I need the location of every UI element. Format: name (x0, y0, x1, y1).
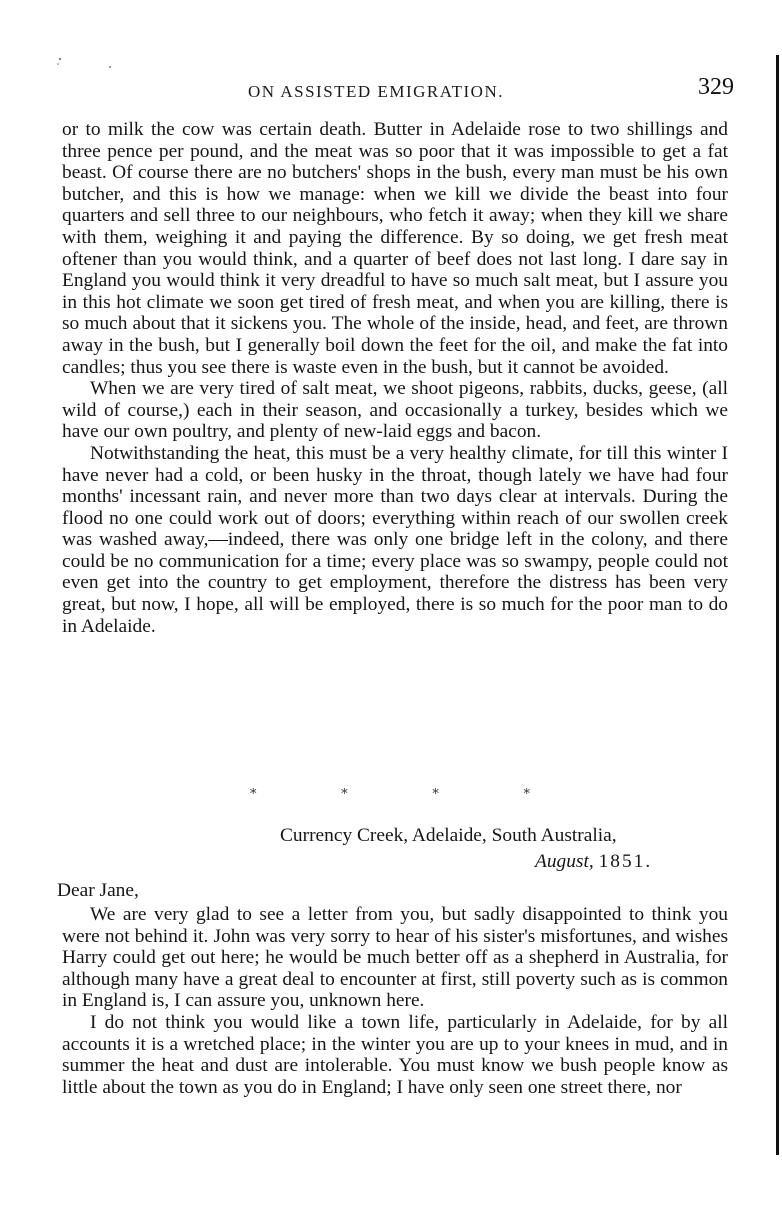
letter-month: August, (535, 851, 594, 872)
asterisk: * (341, 787, 348, 802)
paragraph: When we are very tired of salt meat, we shoot pigeons, rabbits, ducks, geese, (all wild of course,) each in their season, and occasionally a turkey, besides which we have our own poultry, and plenty of new-laid eggs and bacon. (62, 378, 728, 443)
paper-specks (40, 55, 120, 75)
letter-salutation: Dear Jane, (57, 880, 139, 901)
letter-year: 1851. (598, 851, 653, 872)
asterisk: * (523, 787, 530, 802)
section-separator (250, 787, 530, 805)
paragraph: We are very glad to see a letter from you, but sadly disappointed to think you were not behind it. John was very sorry to hear of his sister's misfortunes, and wishes Harry could get out here; he would be much better off as a shepherd in Australia, for although many have a great deal to encounter at first, still poverty such as is common in England is, I can assure you, unknown here. (62, 904, 728, 1012)
continuation-text (62, 119, 728, 637)
paragraph: Notwithstanding the heat, this must be a very healthy climate, for till this winter I have never had a cold, or been husky in the throat, though lately we have had four months' incessant rain, and never more than two days clear at intervals. During the flood no one could work out of doors; everything within reach of our swollen creek was washed away,—indeed, there was only one bridge left in the colony, and there could be no communication for a time; every place was so swampy, people could not even get into the country to get employment, therefore the distress has been very great, but now, I hope, all will be employed, there is so much for the poor man to do in Adelaide. (62, 442, 728, 637)
letter-place: Currency Creek, Adelaide, South Australia, (280, 825, 617, 846)
page-edge-line (776, 55, 779, 1155)
asterisk: * (432, 787, 439, 802)
paragraph: or to milk the cow was certain death. Butter in Adelaide rose to two shillings and three pence per pound, and the meat was so poor that it was impossible to get a fat beast. Of course there are no butchers' shops in the bush, every man must be his own butcher, and this is how we manage: when we kill we divide the beast into four quarters and sell three to our neighbours, who fetch it away; when they kill we share with them, weighing it and paying the difference. By so doing, we get fresh meat oftener than you would think, and a quarter of beef does not last long. I dare say in England you would think it very dreadful to have so much salt meat, but I assure you in this hot climate we soon get tired of fresh meat, and when you are killing, there is so much about that it sickens you. The whole of the inside, head, and feet, are thrown away in the bush, but I generally boil down the feet for the oil, and make the fat into candles; thus you see there is waste even in the bush, but it cannot be avoided. (62, 119, 728, 378)
running-title: ON ASSISTED EMIGRATION. (248, 82, 504, 101)
letter-text (62, 904, 728, 1098)
paragraph: I do not think you would like a town life, particularly in Adelaide, for by all accounts it is a wretched place; in the winter you are up to your knees in mud, and in summer the heat and dust are intolerable. You must know we bush people know as little about the town as you do in England; I have only seen one street there, nor (62, 1011, 728, 1098)
asterisk: * (250, 787, 257, 802)
page-number: 329 (698, 74, 734, 100)
letter-date (535, 851, 652, 873)
